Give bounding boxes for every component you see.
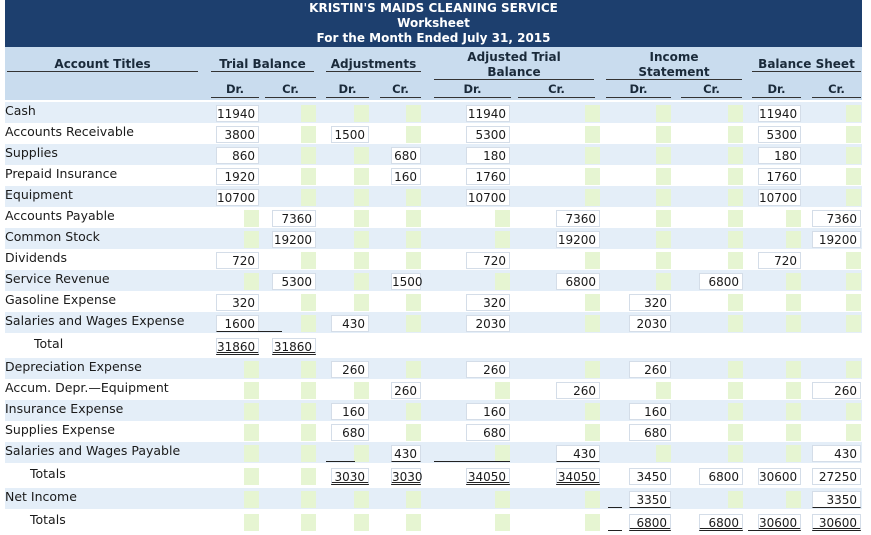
empty-amount-cell[interactable]	[656, 189, 671, 206]
account-title: Accum. Depr.—Equipment	[5, 380, 169, 395]
worksheet-row	[5, 511, 862, 532]
empty-amount-cell[interactable]	[846, 294, 861, 311]
amount-cell[interactable]: 160	[466, 403, 510, 420]
amount-cell[interactable]: 5300	[758, 126, 801, 143]
worksheet-row	[5, 379, 862, 400]
column-subheader-dr: Dr.	[211, 82, 259, 98]
empty-amount-cell[interactable]	[728, 105, 743, 122]
account-title: Common Stock	[5, 229, 100, 244]
empty-amount-cell[interactable]	[728, 361, 743, 378]
empty-amount-cell[interactable]	[495, 273, 510, 290]
empty-amount-cell[interactable]	[786, 382, 801, 399]
balance-sheet-header: Balance Sheet	[752, 57, 861, 72]
empty-amount-cell[interactable]	[301, 147, 316, 164]
empty-amount-cell[interactable]	[244, 491, 259, 508]
column-subheader-cr: Cr.	[265, 82, 316, 98]
amount-cell[interactable]: 1760	[758, 168, 801, 185]
empty-amount-cell[interactable]	[585, 514, 600, 531]
empty-amount-cell[interactable]	[846, 105, 861, 122]
empty-amount-cell[interactable]	[728, 168, 743, 185]
amount-cell[interactable]: 160	[629, 403, 671, 420]
empty-amount-cell[interactable]	[354, 231, 369, 248]
amount-cell[interactable]: 7360	[272, 210, 316, 227]
amount-cell[interactable]: 31860	[272, 338, 316, 355]
worksheet-row	[5, 358, 862, 379]
amount-cell[interactable]: 6800	[699, 514, 743, 531]
adjusted-trial-balance-header-line2: Balance	[434, 65, 594, 80]
column-subheader-cr: Cr.	[380, 82, 421, 98]
empty-amount-cell[interactable]	[301, 491, 316, 508]
column-subheader-cr: Cr.	[812, 82, 861, 98]
column-subheader-dr: Dr.	[434, 82, 511, 98]
worksheet-row	[5, 165, 862, 186]
amount-cell[interactable]: 430	[556, 445, 600, 462]
empty-amount-cell[interactable]	[244, 361, 259, 378]
amount-cell[interactable]: 180	[758, 147, 801, 164]
account-title: Net Income	[5, 489, 77, 504]
amount-cell[interactable]: 31860	[216, 338, 259, 355]
empty-amount-cell[interactable]	[585, 491, 600, 508]
amount-cell[interactable]: 27250	[812, 468, 861, 485]
column-subheader-dr: Dr.	[606, 82, 671, 98]
empty-amount-cell[interactable]	[354, 147, 369, 164]
empty-amount-cell[interactable]	[728, 147, 743, 164]
empty-amount-cell[interactable]	[301, 126, 316, 143]
account-title: Gasoline Expense	[5, 292, 117, 307]
empty-amount-cell[interactable]	[786, 231, 801, 248]
empty-amount-cell[interactable]	[301, 294, 316, 311]
empty-amount-cell[interactable]	[728, 315, 743, 332]
empty-amount-cell[interactable]	[585, 252, 600, 269]
empty-amount-cell[interactable]	[244, 445, 259, 462]
empty-amount-cell[interactable]	[846, 252, 861, 269]
empty-amount-cell[interactable]	[244, 382, 259, 399]
amount-cell[interactable]: 680	[466, 424, 510, 441]
amount-cell[interactable]: 260	[629, 361, 671, 378]
worksheet-row	[5, 312, 862, 333]
empty-amount-cell[interactable]	[656, 252, 671, 269]
column-subheader-dr: Dr.	[326, 82, 369, 98]
empty-amount-cell[interactable]	[301, 403, 316, 420]
empty-amount-cell[interactable]	[406, 210, 421, 227]
amount-cell[interactable]: 2030	[466, 315, 510, 332]
empty-amount-cell[interactable]	[728, 231, 743, 248]
worksheet-row	[5, 291, 862, 312]
empty-amount-cell[interactable]	[728, 210, 743, 227]
adjustments-header: Adjustments	[326, 57, 421, 72]
income-statement-header-line1: Income	[649, 50, 699, 64]
amount-cell[interactable]: 320	[466, 294, 510, 311]
amount-cell[interactable]: 430	[331, 315, 369, 332]
empty-amount-cell[interactable]	[846, 361, 861, 378]
empty-amount-cell[interactable]	[406, 491, 421, 508]
empty-amount-cell[interactable]	[354, 491, 369, 508]
underline-rule	[608, 507, 622, 508]
empty-amount-cell[interactable]	[728, 126, 743, 143]
empty-amount-cell[interactable]	[728, 491, 743, 508]
amount-cell[interactable]: 3030	[392, 470, 423, 484]
empty-amount-cell[interactable]	[301, 424, 316, 441]
account-title: Prepaid Insurance	[5, 166, 118, 181]
amount-cell[interactable]: 430	[812, 445, 861, 462]
amount-cell[interactable]: 19200	[556, 231, 600, 248]
empty-amount-cell[interactable]	[585, 168, 600, 185]
amount-cell[interactable]: 860	[216, 147, 259, 164]
empty-amount-cell[interactable]	[846, 126, 861, 143]
amount-cell[interactable]: 680	[629, 424, 671, 441]
account-title: Totals	[30, 512, 66, 527]
amount-cell[interactable]: 5300	[272, 273, 316, 290]
empty-amount-cell[interactable]	[406, 105, 421, 122]
empty-amount-cell[interactable]	[301, 315, 316, 332]
amount-cell[interactable]: 7360	[812, 210, 861, 227]
amount-cell[interactable]: 160	[331, 403, 369, 420]
underline-rule	[326, 461, 355, 462]
empty-amount-cell[interactable]	[846, 147, 861, 164]
account-title: Salaries and Wages Expense	[5, 313, 185, 328]
empty-amount-cell[interactable]	[656, 382, 671, 399]
worksheet-row	[5, 335, 862, 356]
empty-amount-cell[interactable]	[406, 315, 421, 332]
empty-amount-cell[interactable]	[656, 445, 671, 462]
amount-cell[interactable]: 3800	[216, 126, 259, 143]
amount-cell[interactable]: 10700	[216, 189, 259, 206]
empty-amount-cell[interactable]	[585, 424, 600, 441]
period-title: For the Month Ended July 31, 2015	[316, 31, 551, 45]
amount-cell[interactable]: 680	[391, 147, 421, 164]
worksheet-row	[5, 421, 862, 442]
empty-amount-cell[interactable]	[406, 252, 421, 269]
empty-amount-cell[interactable]	[301, 361, 316, 378]
income-statement-header-line2: Statement	[606, 65, 742, 80]
empty-amount-cell[interactable]	[846, 168, 861, 185]
amount-cell[interactable]: 6800	[556, 273, 600, 290]
empty-amount-cell[interactable]	[406, 361, 421, 378]
empty-amount-cell[interactable]	[786, 294, 801, 311]
account-title: Accounts Payable	[5, 208, 115, 223]
empty-amount-cell[interactable]	[786, 424, 801, 441]
amount-cell[interactable]: 260	[556, 382, 600, 399]
amount-cell[interactable]: 1500	[392, 275, 423, 289]
account-title: Cash	[5, 103, 36, 118]
empty-amount-cell[interactable]	[354, 210, 369, 227]
amount-cell[interactable]: 10700	[758, 189, 801, 206]
worksheet-row	[5, 144, 862, 165]
empty-amount-cell[interactable]	[846, 189, 861, 206]
amount-cell[interactable]: 3030	[331, 468, 369, 485]
empty-amount-cell[interactable]	[585, 294, 600, 311]
account-title: Depreciation Expense	[5, 359, 142, 374]
empty-amount-cell[interactable]	[585, 126, 600, 143]
amount-cell[interactable]: 6800	[699, 273, 743, 290]
worksheet-row	[5, 207, 862, 228]
empty-amount-cell[interactable]	[786, 210, 801, 227]
amount-cell[interactable]: 6800	[699, 468, 743, 485]
account-title: Insurance Expense	[5, 401, 124, 416]
empty-amount-cell[interactable]	[728, 445, 743, 462]
worksheet-row	[5, 102, 862, 123]
account-title: Supplies	[5, 145, 58, 160]
account-title: Supplies Expense	[5, 422, 115, 437]
empty-amount-cell[interactable]	[406, 231, 421, 248]
empty-amount-cell[interactable]	[728, 424, 743, 441]
worksheet-row	[5, 442, 862, 463]
empty-amount-cell[interactable]	[244, 468, 259, 485]
amount-cell[interactable]: 30600	[812, 514, 861, 531]
column-subheader-cr: Cr.	[681, 82, 742, 98]
empty-amount-cell[interactable]	[656, 147, 671, 164]
company-name: KRISTIN'S MAIDS CLEANING SERVICE	[309, 1, 558, 15]
empty-amount-cell[interactable]	[585, 361, 600, 378]
amount-cell[interactable]: 430	[391, 445, 421, 462]
empty-amount-cell[interactable]	[301, 445, 316, 462]
empty-amount-cell[interactable]	[495, 231, 510, 248]
account-title: Totals	[30, 466, 66, 481]
empty-amount-cell[interactable]	[728, 403, 743, 420]
account-title: Salaries and Wages Payable	[5, 443, 181, 458]
empty-amount-cell[interactable]	[585, 105, 600, 122]
empty-amount-cell[interactable]	[656, 273, 671, 290]
underline-rule	[608, 530, 622, 531]
amount-cell[interactable]: 3350	[812, 491, 861, 508]
empty-amount-cell[interactable]	[728, 294, 743, 311]
empty-amount-cell[interactable]	[786, 273, 801, 290]
worksheet-row	[5, 249, 862, 270]
amount-cell[interactable]: 30600	[758, 514, 801, 531]
account-titles-header: Account Titles	[7, 57, 198, 72]
amount-cell[interactable]: 260	[391, 382, 421, 399]
empty-amount-cell[interactable]	[846, 403, 861, 420]
empty-amount-cell[interactable]	[354, 105, 369, 122]
empty-amount-cell[interactable]	[495, 491, 510, 508]
worksheet-row	[5, 270, 862, 291]
empty-amount-cell[interactable]	[301, 105, 316, 122]
amount-cell[interactable]: 260	[466, 361, 510, 378]
empty-amount-cell[interactable]	[846, 273, 861, 290]
empty-amount-cell[interactable]	[786, 315, 801, 332]
amount-cell[interactable]: 720	[758, 252, 801, 269]
account-title: Dividends	[5, 250, 67, 265]
underline-rule	[258, 331, 282, 332]
underline-rule	[434, 461, 510, 462]
empty-amount-cell[interactable]	[406, 189, 421, 206]
amount-cell[interactable]: 34050	[466, 468, 510, 485]
account-title: Equipment	[5, 187, 73, 202]
worksheet-row	[5, 488, 862, 509]
empty-amount-cell[interactable]	[495, 514, 510, 531]
empty-amount-cell[interactable]	[354, 514, 369, 531]
empty-amount-cell[interactable]	[495, 382, 510, 399]
amount-cell[interactable]: 2030	[629, 315, 671, 332]
worksheet-title: Worksheet	[397, 16, 470, 30]
amount-cell[interactable]: 19200	[272, 231, 316, 248]
amount-cell[interactable]: 680	[331, 424, 369, 441]
empty-amount-cell[interactable]	[301, 252, 316, 269]
empty-amount-cell[interactable]	[656, 168, 671, 185]
account-title: Service Revenue	[5, 271, 110, 286]
empty-amount-cell[interactable]	[728, 252, 743, 269]
empty-amount-cell[interactable]	[846, 424, 861, 441]
empty-amount-cell[interactable]	[406, 126, 421, 143]
amount-cell[interactable]: 1600	[216, 315, 259, 332]
empty-amount-cell[interactable]	[406, 403, 421, 420]
empty-amount-cell[interactable]	[354, 189, 369, 206]
account-title: Total	[34, 336, 64, 351]
empty-amount-cell[interactable]	[354, 445, 369, 462]
worksheet-row	[5, 123, 862, 144]
amount-cell[interactable]: 19200	[812, 231, 861, 248]
column-subheader-dr: Dr.	[752, 82, 801, 98]
amount-cell[interactable]: 30600	[758, 468, 801, 485]
empty-amount-cell[interactable]	[495, 445, 510, 462]
empty-amount-cell[interactable]	[786, 361, 801, 378]
empty-amount-cell[interactable]	[244, 514, 259, 531]
empty-amount-cell[interactable]	[728, 382, 743, 399]
empty-amount-cell[interactable]	[406, 424, 421, 441]
empty-amount-cell[interactable]	[585, 147, 600, 164]
empty-amount-cell[interactable]	[244, 273, 259, 290]
empty-amount-cell[interactable]	[301, 382, 316, 399]
amount-cell[interactable]: 11940	[466, 105, 510, 122]
empty-amount-cell[interactable]	[585, 189, 600, 206]
amount-cell[interactable]: 260	[812, 382, 861, 399]
empty-amount-cell[interactable]	[406, 294, 421, 311]
amount-cell[interactable]: 320	[629, 294, 671, 311]
amount-cell[interactable]: 1760	[466, 168, 510, 185]
amount-cell[interactable]: 720	[466, 252, 510, 269]
empty-amount-cell[interactable]	[301, 468, 316, 485]
empty-amount-cell[interactable]	[585, 403, 600, 420]
empty-amount-cell[interactable]	[354, 252, 369, 269]
empty-amount-cell[interactable]	[244, 231, 259, 248]
amount-cell[interactable]: 5300	[466, 126, 510, 143]
empty-amount-cell[interactable]	[728, 189, 743, 206]
empty-amount-cell[interactable]	[301, 189, 316, 206]
worksheet-row	[5, 465, 862, 486]
empty-amount-cell[interactable]	[244, 424, 259, 441]
empty-amount-cell[interactable]	[656, 231, 671, 248]
empty-amount-cell[interactable]	[495, 210, 510, 227]
empty-amount-cell[interactable]	[786, 491, 801, 508]
amount-cell[interactable]: 3450	[629, 468, 671, 485]
empty-amount-cell[interactable]	[656, 105, 671, 122]
amount-cell[interactable]: 11940	[758, 105, 801, 122]
empty-amount-cell[interactable]	[244, 210, 259, 227]
amount-cell[interactable]: 260	[331, 361, 369, 378]
empty-amount-cell[interactable]	[786, 403, 801, 420]
amount-cell[interactable]: 11940	[216, 105, 259, 122]
worksheet-row	[5, 228, 862, 249]
empty-amount-cell[interactable]	[354, 382, 369, 399]
empty-amount-cell[interactable]	[354, 273, 369, 290]
empty-amount-cell[interactable]	[846, 315, 861, 332]
empty-amount-cell[interactable]	[354, 168, 369, 185]
empty-amount-cell[interactable]	[406, 514, 421, 531]
trial-balance-header: Trial Balance	[211, 57, 314, 72]
worksheet-row	[5, 400, 862, 421]
worksheet-row	[5, 186, 862, 207]
empty-amount-cell[interactable]	[656, 210, 671, 227]
amount-cell[interactable]: 6800	[629, 514, 671, 531]
amount-cell[interactable]: 1500	[331, 126, 369, 143]
empty-amount-cell[interactable]	[301, 168, 316, 185]
empty-amount-cell[interactable]	[656, 126, 671, 143]
amount-cell[interactable]: 1920	[216, 168, 259, 185]
adjusted-trial-balance-header-line1: Adjusted Trial	[467, 50, 561, 64]
empty-amount-cell[interactable]	[786, 445, 801, 462]
account-title: Accounts Receivable	[5, 124, 134, 139]
empty-amount-cell[interactable]	[585, 315, 600, 332]
amount-cell[interactable]: 320	[216, 294, 259, 311]
amount-cell[interactable]: 160	[391, 168, 421, 185]
empty-amount-cell[interactable]	[244, 403, 259, 420]
amount-cell[interactable]: 10700	[466, 189, 510, 206]
column-subheader-cr: Cr.	[518, 82, 595, 98]
empty-amount-cell[interactable]	[301, 514, 316, 531]
empty-amount-cell[interactable]	[354, 294, 369, 311]
amount-cell[interactable]: 180	[466, 147, 510, 164]
amount-cell[interactable]: 34050	[556, 468, 600, 485]
worksheet-header	[5, 0, 862, 47]
underline-rule	[748, 530, 760, 531]
amount-cell[interactable]: 720	[216, 252, 259, 269]
amount-cell[interactable]: 3350	[629, 491, 671, 508]
amount-cell[interactable]: 7360	[556, 210, 600, 227]
